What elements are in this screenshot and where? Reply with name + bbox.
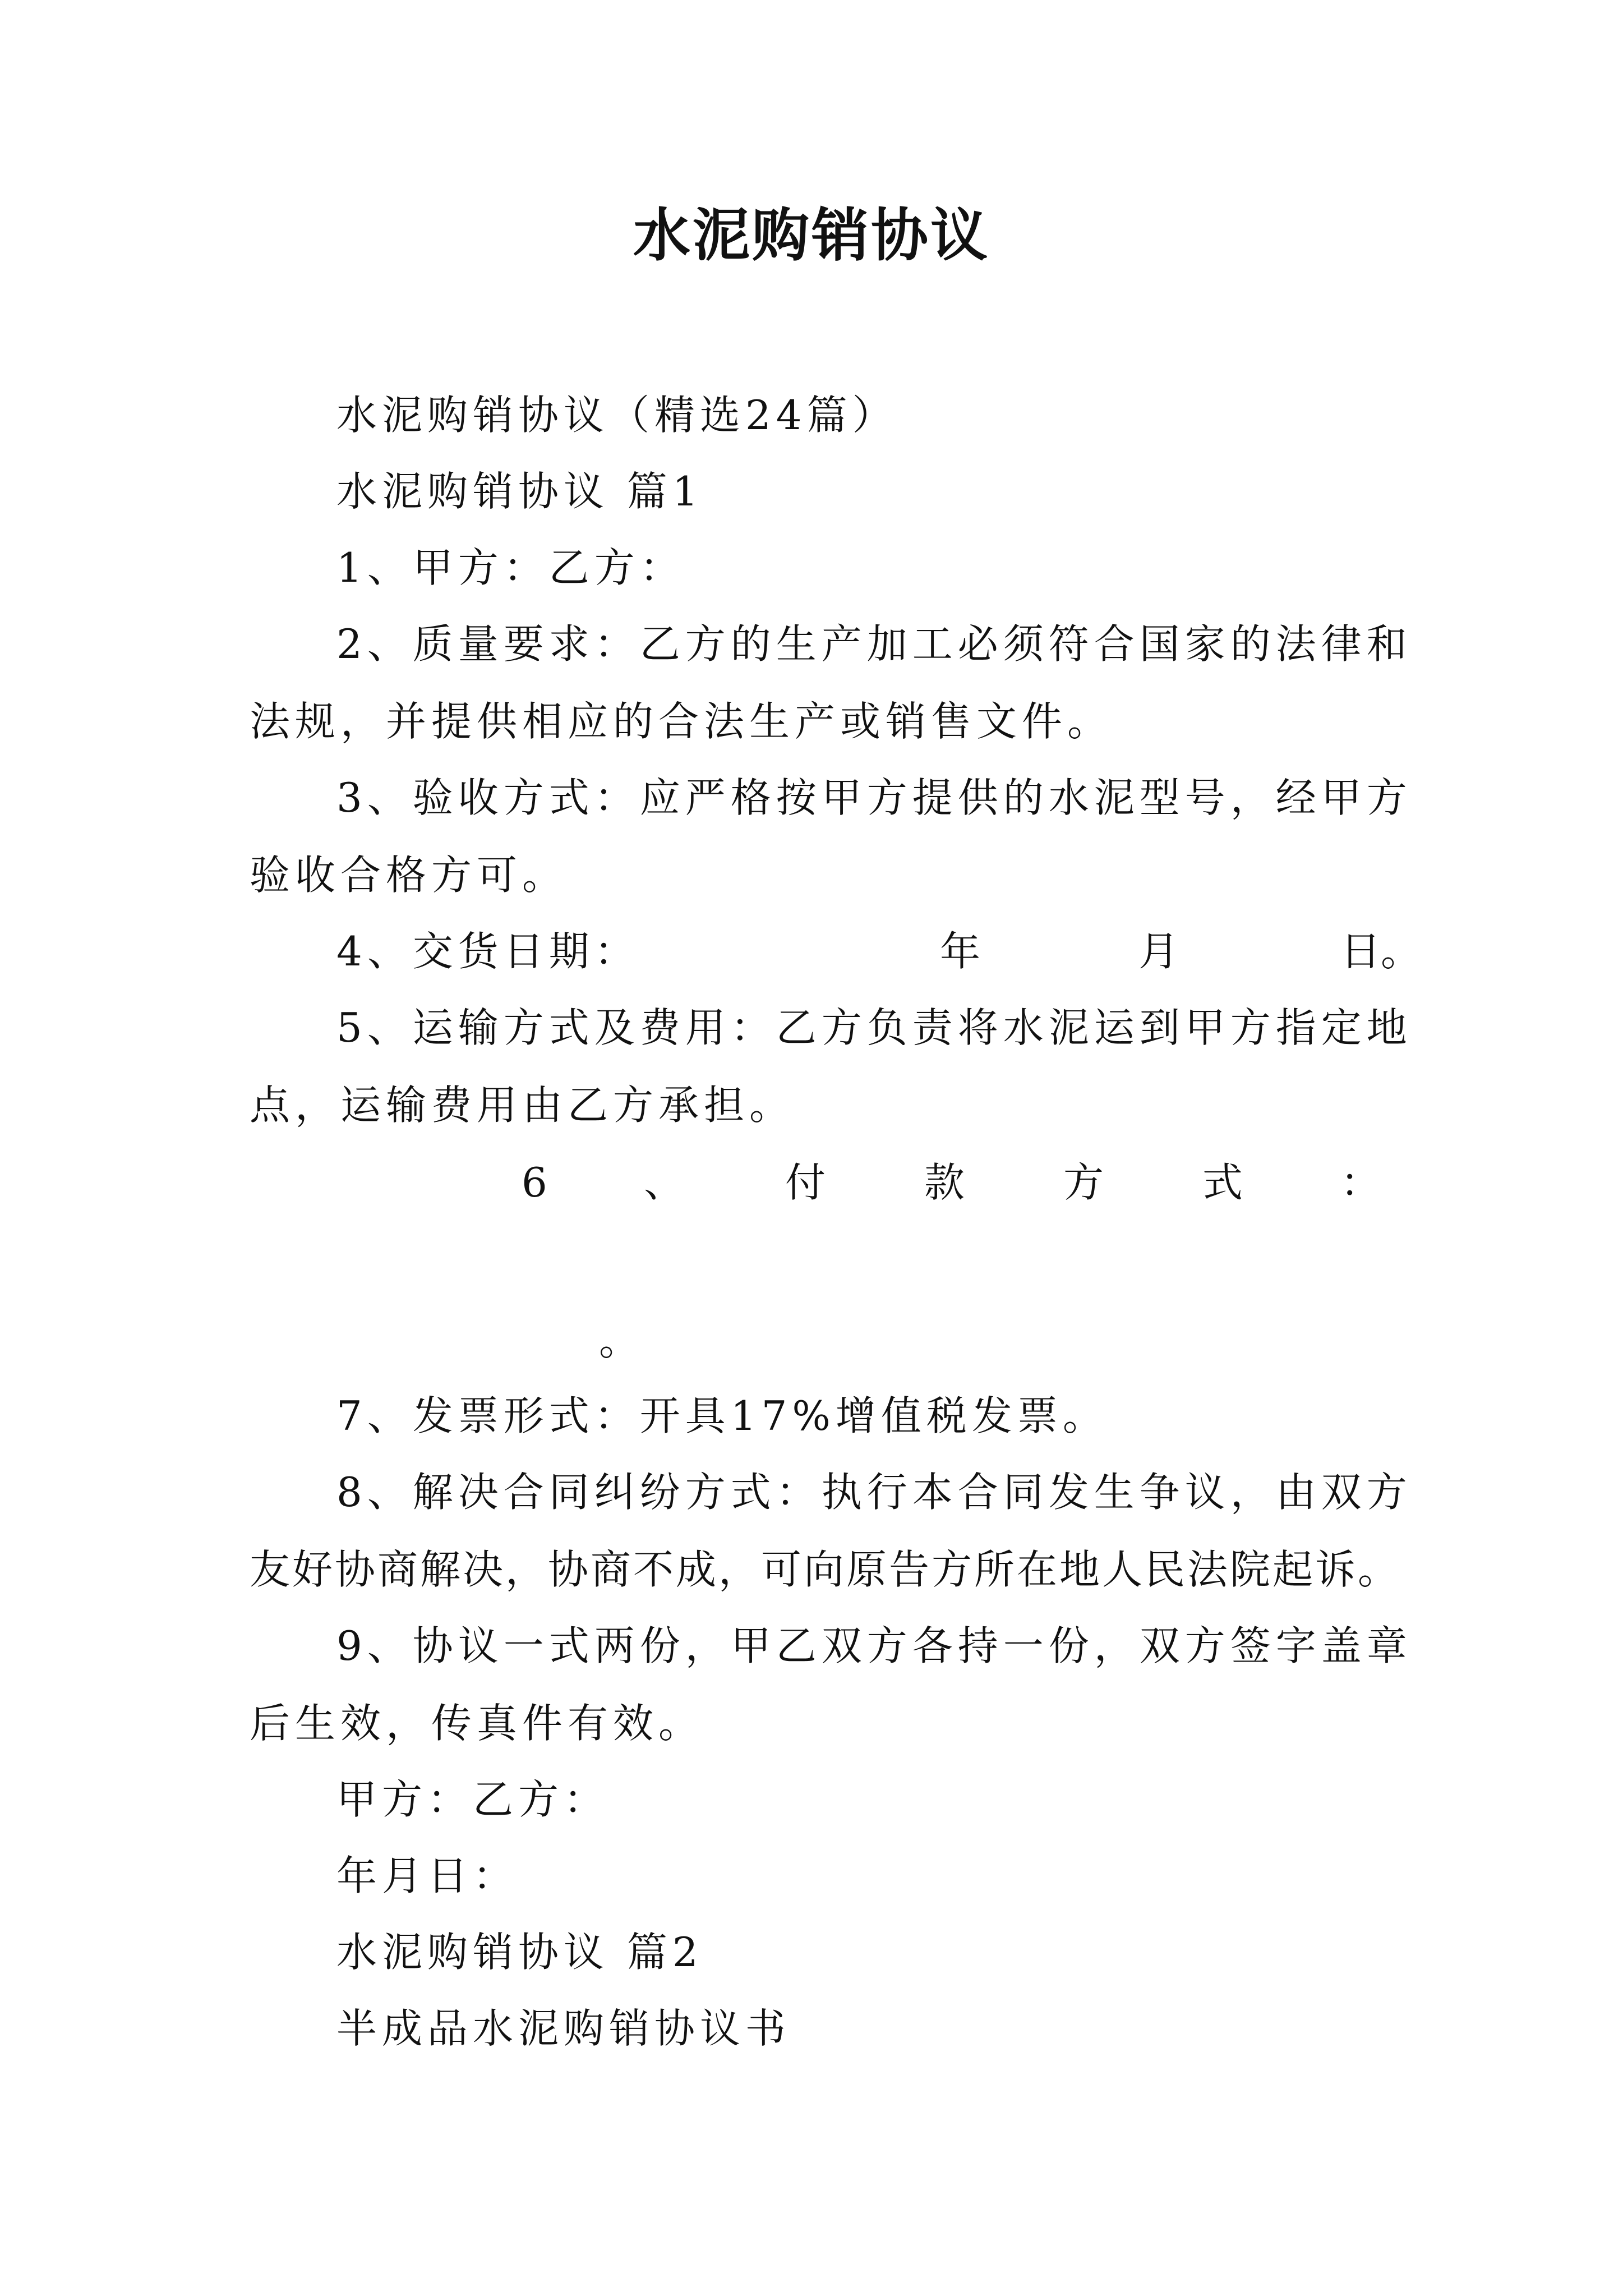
item-3-line-2: 验收合格方可。 xyxy=(250,852,568,899)
item-8-line-2: 友好协商解决，协商不成，可向原告方所在地人民法院起诉。 xyxy=(250,1546,1401,1593)
item-5-line-2: 点，运输费用由乙方承担。 xyxy=(250,1082,795,1129)
item-6-char-0: 6 xyxy=(522,1159,547,1206)
item-4-year: 年 xyxy=(940,928,981,975)
part1-heading: 水泥购销协议 篇1 xyxy=(336,468,703,515)
item-6-char-4: 方 xyxy=(1063,1159,1104,1206)
item-9-line-2: 后生效，传真件有效。 xyxy=(250,1700,704,1747)
item-4-month: 月 xyxy=(1138,928,1179,975)
subtitle: 水泥购销协议（精选24篇） xyxy=(336,392,898,439)
item-6-char-3: 款 xyxy=(924,1159,965,1206)
part2-heading: 水泥购销协议 篇2 xyxy=(336,1929,703,1976)
item-5-line-1: 5、运输方式及费用：乙方负责将水泥运到甲方指定地 xyxy=(336,1004,1412,1051)
part2-subtitle: 半成品水泥购销协议书 xyxy=(336,2005,791,2052)
signature-date: 年月日： xyxy=(336,1852,519,1899)
item-6-char-5: 式 xyxy=(1202,1159,1243,1206)
item-6-char-6: ： xyxy=(1340,1159,1381,1206)
item-7: 7、发票形式：开具17%增值税发票。 xyxy=(336,1392,1108,1439)
item-2-line-2: 法规，并提供相应的合法生产或销售文件。 xyxy=(250,698,1113,745)
item-6-char-2: 付 xyxy=(785,1159,826,1206)
item-6-char-1: 、 xyxy=(644,1159,685,1206)
signature-parties: 甲方：乙方： xyxy=(336,1776,610,1823)
item-9-line-1: 9、协议一式两份，甲乙双方各持一份，双方签字盖章 xyxy=(336,1622,1412,1669)
item-3-line-1: 3、验收方式：应严格按甲方提供的水泥型号，经甲方 xyxy=(336,774,1412,821)
item-4-label: 4、交货日期： xyxy=(336,928,640,975)
item-4-day: 日。 xyxy=(1340,928,1422,975)
item-1: 1、甲方：乙方： xyxy=(336,544,685,591)
item-6-end: 。 xyxy=(599,1317,640,1364)
document-title: 水泥购销协议 xyxy=(633,202,990,269)
item-2-line-1: 2、质量要求：乙方的生产加工必须符合国家的法律和 xyxy=(336,620,1412,668)
item-8-line-1: 8、解决合同纠纷方式：执行本合同发生争议，由双方 xyxy=(336,1469,1412,1516)
